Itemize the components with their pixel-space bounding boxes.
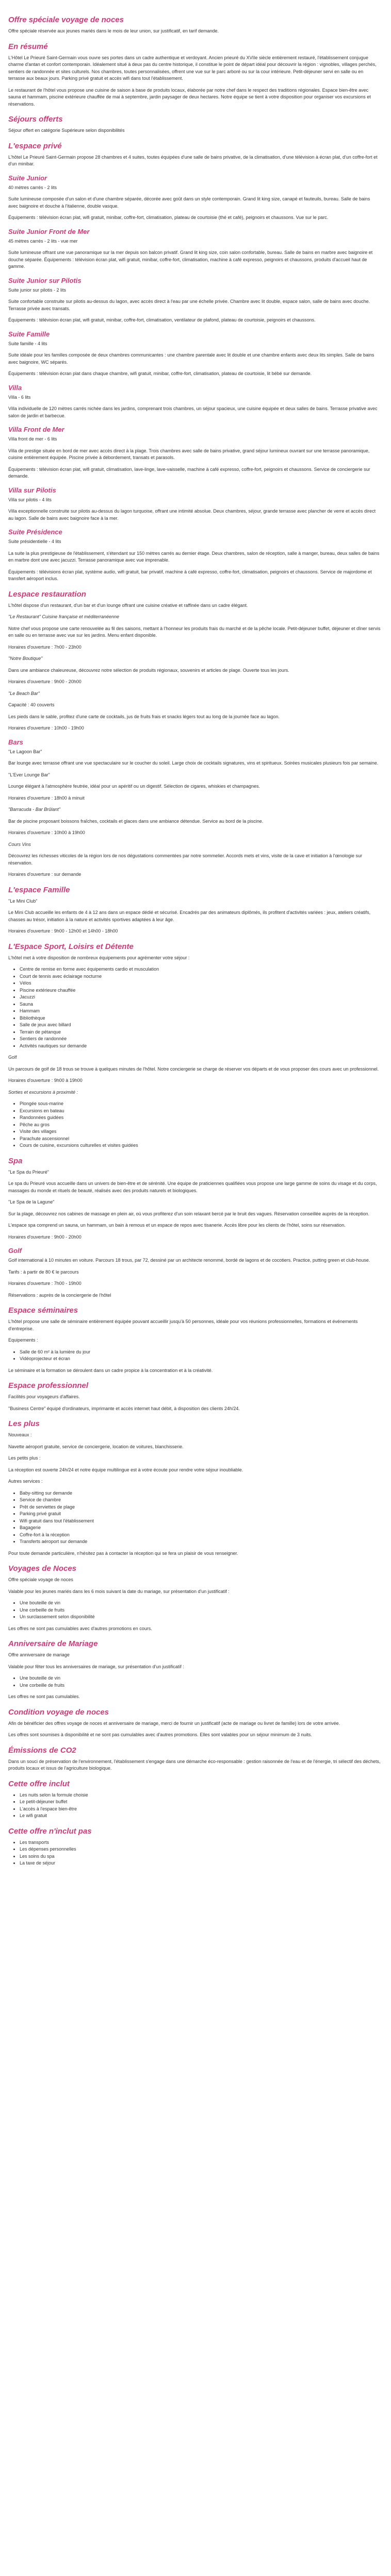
- list-item: • Court de tennis avec éclairage nocturne: [20, 973, 381, 980]
- section-30: [8, 1746, 381, 1772]
- list-item: • Les dépenses personnelles: [20, 1846, 381, 1853]
- section-6: [8, 277, 381, 324]
- bullet-list: [20, 1490, 381, 1546]
- bullet-list: [20, 966, 381, 1049]
- paragraph: Horaires d'ouverture : sur demande: [8, 872, 82, 877]
- paragraph: Horaires d'ouverture : 7h00 - 23h00: [8, 644, 82, 650]
- section-heading-offre-speciale-voyage-de-noces: Offre spéciale voyage de noces: [8, 15, 124, 24]
- paragraph: L'hôtel propose une salle de séminaire entièrement équipée pouvant accueillir jusqu'à 50 personnes, idéale pour vos réunions professionnelles, formations et événements d'entreprise.: [8, 1319, 358, 1331]
- list-item: • Coffre-fort à la réception: [20, 1532, 381, 1539]
- section-heading-suite-junior: Suite Junior: [8, 174, 47, 182]
- section-21: [8, 1089, 381, 1149]
- section-heading-sejours-offerts: Séjours offerts: [8, 115, 63, 124]
- paragraph: Dans un souci de préservation de l'environnement, l'établissement s'engage dans une démarche éco-responsable : gestion raisonnée de l'eau et de l'énergie, tri sélectif des déchets, produits locaux et issus de l'agriculture biologique.: [8, 1758, 381, 1771]
- paragraph: L'hôtel met à votre disposition de nombreux équipements pour agrémenter votre séjour :: [8, 955, 190, 960]
- paragraph: Suite présidentielle - 4 lits: [8, 539, 61, 544]
- paragraph: Bar lounge avec terrasse offrant une vue spectaculaire sur le coucher du soleil. Large choix de cocktails signatures, vins et spiritueux. Soirées musicales plusieurs fois par semaine.: [8, 760, 379, 766]
- section-heading-les-plus: Les plus: [8, 1419, 40, 1428]
- paragraph: Golf international à 10 minutes en voiture. Parcours 18 trous, par 72, dessiné par un architecte renommé, bordé de lagons et de cocotiers. Practice, putting green et club-house.: [8, 1258, 370, 1263]
- section-15: [8, 690, 381, 732]
- paragraph: "Business Centre" équipé d'ordinateurs, imprimante et accès internet haut débit, à disposition des clients 24h/24.: [8, 1405, 240, 1411]
- paragraph: Villa - 6 lits: [8, 394, 31, 400]
- list-item: • Une bouteille de vin: [20, 1675, 381, 1682]
- section-heading-suite-junior-sur-pilotis: Suite Junior sur Pilotis: [8, 276, 82, 284]
- section-26: [8, 1419, 381, 1557]
- paragraph: Tarifs : à partir de 80 € le parcours: [8, 1269, 79, 1275]
- paragraph: Horaires d'ouverture : 10h00 à 19h00: [8, 830, 85, 835]
- paragraph: L'hôtel dispose d'un restaurant, d'un bar et d'un lounge offrant une cuisine créative et raffinée dans un cadre élégant.: [8, 602, 248, 608]
- section-heading-emissions-de-co2: Émissions de CO2: [8, 1745, 76, 1755]
- section-12: [8, 590, 381, 609]
- bullet-list: [20, 1600, 381, 1621]
- list-item: • Le petit-déjeuner buffet: [20, 1799, 381, 1806]
- paragraph: La réception est ouverte 24h/24 et notre équipe multilingue est à votre écoute pour rendre votre séjour inoubliable.: [8, 1467, 243, 1472]
- list-item: • Hammam: [20, 1008, 381, 1015]
- section-heading-l-espace-famille: L'espace Famille: [8, 885, 70, 894]
- list-item: • Parachute ascensionnel: [20, 1136, 381, 1143]
- list-item: • Visite des villages: [20, 1128, 381, 1136]
- paragraph: "Le Spa de la Lagune": [8, 1199, 55, 1205]
- paragraph: Équipements : télévisions écran plat, système audio, wifi gratuit, bar privatif, machine à café expresso, coffre-fort, climatisation, peignoirs et chaussons. Service de majordome et transfert aéroport inclus.: [8, 569, 372, 581]
- bullet-list: [20, 1100, 381, 1149]
- section-heading-cette-offre-n-inclut-pas: Cette offre n'inclut pas: [8, 1826, 92, 1836]
- list-item: • Une corbeille de fruits: [20, 1607, 381, 1614]
- paragraph: Lounge élégant à l'atmosphère feutrée, idéal pour un apéritif ou un digestif. Sélection de cigares, whiskies et champagnes.: [8, 784, 260, 789]
- paragraph: "Le Spa du Prieuré": [8, 1169, 49, 1175]
- section-heading-golf: Golf: [8, 1247, 22, 1255]
- list-item: • Vélos: [20, 980, 381, 987]
- paragraph: Équipements : télévision écran plat, wifi gratuit, climatisation, lave-linge, lave-vaisselle, machine à café expresso, coffre-fort, peignoirs et chaussons. Service de conciergerie sur demande.: [8, 466, 370, 479]
- paragraph: Horaires d'ouverture : 7h00 - 19h00: [8, 1281, 82, 1286]
- paragraph: Autres services :: [8, 1479, 43, 1484]
- section-19: [8, 886, 381, 935]
- bullet-list: [20, 1792, 381, 1820]
- list-item: • Sentiers de randonnée: [20, 1036, 381, 1043]
- paragraph: Suite idéale pour les familles composée de deux chambres communicantes : une chambre parentale avec lit double et une chambre enfants avec deux lits simples. Salle de bains avec baignoire, WC séparés.: [8, 352, 374, 365]
- paragraph: Villa exceptionnelle construite sur pilotis au-dessus du lagon turquoise, offrant une intimité absolue. Deux chambres, séjour, grande terrasse avec plancher de verre et accès direct au lagon. Salle de bains avec baignoire face à la mer.: [8, 509, 376, 521]
- paragraph: Equipements :: [8, 1337, 38, 1343]
- section-heading-villa-sur-pilotis: Villa sur Pilotis: [8, 486, 56, 494]
- paragraph: Offre anniversaire de mariage: [8, 1652, 70, 1657]
- paragraph: Bar de piscine proposant boissons fraîches, cocktails et glaces dans une ambiance détendue. Service au bord de la piscine.: [8, 818, 264, 824]
- paragraph: Notre chef vous propose une carte renouvelée au fil des saisons, mettant à l'honneur les produits frais du marché et de la pêche locale. Petit-déjeuner buffet, déjeuner et dîner servis en salle ou en terrasse avec vue sur les jardins. Menu enfant disponible.: [8, 625, 381, 638]
- paragraph: Séjour offert en catégorie Supérieure selon disponibilités: [8, 128, 125, 133]
- paragraph: Valable pour fêter tous les anniversaires de mariage, sur présentation d'un justificatif :: [8, 1664, 184, 1669]
- list-item: • Vidéoprojecteur et écran: [20, 1355, 381, 1363]
- paragraph: Les offres sont soumises à disponibilité et ne sont pas cumulables avec d'autres promotions. Elles sont valables pour un séjour minimum de 3 nuits.: [8, 1732, 312, 1737]
- section-4: [8, 174, 381, 222]
- subsection-title: "Notre Boutique": [8, 656, 43, 661]
- section-27: [8, 1564, 381, 1632]
- list-item: • Les nuits selon la formule choisie: [20, 1792, 381, 1799]
- section-28: [8, 1639, 381, 1701]
- section-heading-bars: Bars: [8, 738, 23, 746]
- list-item: • Centre de remise en forme avec équipements cardio et musculation: [20, 966, 381, 973]
- paragraph: Horaires d'ouverture : 9h00 à 19h00: [8, 1078, 83, 1083]
- paragraph: Les petits plus :: [8, 1455, 41, 1461]
- subsection-title: Cours Vins: [8, 841, 31, 847]
- section-7: [8, 330, 381, 378]
- section-heading-en-resume: En résumé: [8, 42, 48, 51]
- paragraph: Suite junior sur pilotis - 2 lits: [8, 287, 67, 293]
- section-2: [8, 115, 381, 134]
- list-item: • Randonnées guidées: [20, 1114, 381, 1122]
- paragraph: Valable pour les jeunes mariés dans les 6 mois suivant la date du mariage, sur présentation d'un justificatif :: [8, 1588, 230, 1594]
- list-item: • Un surclassement selon disponibilité: [20, 1614, 381, 1621]
- paragraph: Dans une ambiance chaleureuse, découvrez notre sélection de produits régionaux, souvenirs et articles de plage. Ouverte tous les jours.: [8, 667, 289, 673]
- paragraph: Équipements : télévision écran plat, wifi gratuit, minibar, coffre-fort, climatisation, plateau de courtoisie (thé et café), peignoirs et chaussons. Vue sur le parc.: [8, 215, 329, 220]
- section-9: [8, 426, 381, 480]
- paragraph: Les offres ne sont pas cumulables.: [8, 1694, 80, 1699]
- paragraph: Offre spéciale réservée aux jeunes mariés dans le mois de leur union, sur justificatif, en tarif demande.: [8, 28, 219, 33]
- bullet-list: [20, 1349, 381, 1363]
- subsection-title: "Le Restaurant" Cuisine française et méditerranéenne: [8, 614, 120, 619]
- section-heading-villa-front-de-mer: Villa Front de Mer: [8, 426, 64, 433]
- paragraph: Afin de bénéficier des offres voyage de noces et anniversaire de mariage, merci de fournir un justificatif (acte de mariage ou livret de famille) lors de votre arrivée.: [8, 1720, 340, 1726]
- paragraph: Sur la plage, découvrez nos cabines de massage en plein air, où vous profiterez d'un soin relaxant bercé par le bruit des vagues. Réservation conseillée auprès de la réception.: [8, 1211, 370, 1216]
- section-heading-voyages-de-noces: Voyages de Noces: [8, 1564, 77, 1573]
- paragraph: Facilités pour voyageurs d'affaires.: [8, 1394, 80, 1399]
- paragraph: Villa de prestige située en bord de mer avec accès direct à la plage. Trois chambres avec salle de bains privative, grand séjour lumineux ouvrant sur une terrasse panoramique, cuisine entièrement équipée. Piscine privée à débordement, transats et parasols.: [8, 448, 370, 460]
- section-16: [8, 738, 381, 802]
- section-heading-spa: Spa: [8, 1156, 23, 1165]
- paragraph: Les offres ne sont pas cumulables avec d'autres promotions en cours.: [8, 1625, 152, 1631]
- paragraph: Horaires d'ouverture : 9h00 - 20h00: [8, 679, 82, 684]
- section-17: [8, 806, 381, 837]
- list-item: • Terrain de pétanque: [20, 1029, 381, 1036]
- list-item: • Parking privé gratuit: [20, 1511, 381, 1518]
- paragraph: Villa sur pilotis - 4 lits: [8, 497, 52, 502]
- section-11: [8, 528, 381, 583]
- paragraph: Réservations : auprès de la conciergerie de l'hôtel: [8, 1292, 111, 1298]
- paragraph: Les pieds dans le sable, profitez d'une carte de cocktails, jus de fruits frais et snacks légers tout au long de la journée face au lagon.: [8, 714, 280, 719]
- paragraph: Suite famille - 4 lits: [8, 341, 47, 346]
- paragraph: Le Mini Club accueille les enfants de 4 à 12 ans dans un espace dédié et sécurisé. Encadrés par des animateurs diplômés, ils profitent d'activités variées : jeux, ateliers créatifs, chasses au trésor, initiation à la nature et activités sportives adaptées à leur âge.: [8, 910, 371, 922]
- paragraph: Le restaurant de l'hôtel vous propose une cuisine de saison à base de produits locaux, élaborée par notre chef dans le respect des traditions régionales. Espace bien-être avec sauna et hammam, piscine extérieure chauffée de mai à septembre, jardin paysager de deux hectares. Notre équipe se tient à votre disposition pour organiser vos excursions et réservations.: [8, 87, 371, 107]
- section-22: [8, 1157, 381, 1241]
- list-item: • Pêche au gros: [20, 1122, 381, 1129]
- bullet-list: [20, 1675, 381, 1689]
- section-0: [8, 15, 381, 35]
- paragraph: L'Hôtel Le Prieuré Saint-Germain vous ouvre ses portes dans un cadre authentique et verdoyant. Ancien prieuré du XVIIe siècle entièrement restauré, l'établissement conjugue charme d'antan et confort contemporain. Idéalement situé à deux pas du centre historique, il constitue le point de départ idéal pour découvrir la région : vignobles, villages perchés, sentiers de randonnée et sites culturels. Nos chambres, toutes personnalisées, offrent une vue sur le parc arboré ou sur la cour intérieure. Petit-déjeuner servi en salle ou en terrasse aux beaux jours. Parking privé gratuit et accès wifi dans tout l'établissement.: [8, 55, 377, 81]
- paragraph: 45 mètres carrés - 2 lits - vue mer: [8, 238, 78, 244]
- section-18: [8, 841, 381, 878]
- list-item: • Baby-sitting sur demande: [20, 1490, 381, 1497]
- paragraph: Nouveaux :: [8, 1432, 32, 1437]
- list-item: • Une corbeille de fruits: [20, 1682, 381, 1689]
- section-heading-lespace-restauration: Lespace restauration: [8, 589, 86, 599]
- list-item: • Une bouteille de vin: [20, 1600, 381, 1607]
- paragraph: Capacité : 40 couverts: [8, 702, 55, 707]
- section-14: [8, 655, 381, 686]
- section-13: [8, 614, 381, 651]
- list-item: • Bibliothèque: [20, 1015, 381, 1022]
- paragraph: "Le Lagoon Bar": [8, 749, 42, 754]
- paragraph: Golf: [8, 1055, 17, 1060]
- paragraph: Horaires d'ouverture : 9h00 - 12h00 et 14h00 - 18h00: [8, 928, 118, 934]
- list-item: • Jacuzzi: [20, 994, 381, 1001]
- paragraph: Offre spéciale voyage de noces: [8, 1577, 73, 1582]
- list-item: • Activités nautiques sur demande: [20, 1043, 381, 1050]
- list-item: • Sauna: [20, 1001, 381, 1008]
- paragraph: Le spa du Prieuré vous accueille dans un univers de bien-être et de sérénité. Une équipe de praticiennes qualifiées vous propose une large gamme de soins du visage et du corps, massages du monde et rituels de beauté, réalisés avec des produits naturels et biologiques.: [8, 1181, 377, 1193]
- list-item: • Bagagerie: [20, 1524, 381, 1532]
- list-item: • Les transports: [20, 1839, 381, 1846]
- section-heading-espace-professionnel: Espace professionnel: [8, 1381, 89, 1390]
- paragraph: Horaires d'ouverture : 10h00 - 19h00: [8, 725, 84, 731]
- paragraph: L'hôtel Le Prieuré Saint-Germain propose 28 chambres et 4 suites, toutes équipées d'une salle de bains privative, de la climatisation, d'une télévision à écran plat, d'un coffre-fort et d'un minibar.: [8, 154, 378, 166]
- section-heading-l-espace-prive: L'espace privé: [8, 141, 62, 150]
- paragraph: Découvrez les richesses viticoles de la région lors de nos dégustations commentées par notre sommelier. Accords mets et vins, visite de la cave et initiation à l'œnologie sur réservation.: [8, 853, 363, 866]
- paragraph: Horaires d'ouverture : 18h00 à minuit: [8, 795, 85, 801]
- paragraph: Suite lumineuse offrant une vue panoramique sur la mer depuis son balcon privatif. Grand lit king size, coin salon confortable, bureau. Salle de bains en marbre avec baignoire et douche séparée. Équipements : télévision écran plat, wifi gratuit, minibar, coffre-fort, climatisation, machine à café expresso, peignoirs et chaussons, produits d'accueil haut de gamme.: [8, 250, 373, 269]
- section-heading-suite-famille: Suite Famille: [8, 330, 50, 338]
- paragraph: L'espace spa comprend un sauna, un hammam, un bain à remous et un espace de repos avec tisanerie. Accès libre pour les clients de l'hôtel, soins sur réservation.: [8, 1223, 346, 1228]
- paragraph: Suite lumineuse composée d'un salon et d'une chambre séparée, décorée avec goût dans un style contemporain. Grand lit king size, canapé et fauteuils, bureau. Salle de bains avec baignoire et douche à l'italienne, double vasque.: [8, 196, 370, 209]
- list-item: • Transferts aéroport sur demande: [20, 1538, 381, 1546]
- paragraph: Un parcours de golf de 18 trous se trouve à quelques minutes de l'hôtel. Notre conciergerie se charge de réserver vos départs et de vous proposer des cours avec un professionnel.: [8, 1066, 379, 1072]
- section-24: [8, 1306, 381, 1374]
- section-10: [8, 486, 381, 522]
- list-item: • Wifi gratuit dans tout l'établissement: [20, 1518, 381, 1525]
- paragraph: La suite la plus prestigieuse de l'établissement, s'étendant sur 150 mètres carrés au dernier étage. Deux chambres, salon de réception, salle à manger, bureau, deux salles de bains en marbre dont une avec jacuzzi. Terrasse panoramique avec vue imprenable.: [8, 550, 380, 563]
- paragraph: Navette aéroport gratuite, service de conciergerie, location de voitures, blanchisserie.: [8, 1444, 184, 1449]
- list-item: • Les soins du spa: [20, 1853, 381, 1860]
- list-item: • Salle de jeux avec billard: [20, 1022, 381, 1029]
- section-8: [8, 384, 381, 420]
- list-item: • Piscine extérieure chauffée: [20, 987, 381, 994]
- paragraph: Le séminaire et la formation se déroulent dans un cadre propice à la concentration et à la créativité.: [8, 1367, 213, 1373]
- paragraph: Villa front de mer - 6 lits: [8, 436, 57, 442]
- section-29: [8, 1708, 381, 1739]
- section-32: [8, 1827, 381, 1867]
- list-item: • Excursions en bateau: [20, 1108, 381, 1115]
- section-heading-anniversaire-de-mariage: Anniversaire de Mariage: [8, 1639, 98, 1648]
- paragraph: Suite confortable construite sur pilotis au-dessus du lagon, avec accès direct à l'eau par une échelle privée. Chambre avec lit double, espace salon, salle de bains avec douche. Terrasse privée avec transats.: [8, 299, 370, 311]
- section-heading-suite-junior-front-de-mer: Suite Junior Front de Mer: [8, 227, 90, 235]
- section-heading-espace-seminaires: Espace séminaires: [8, 1306, 78, 1315]
- paragraph: 40 mètres carrés - 2 lits: [8, 184, 57, 190]
- section-heading-condition-voyage-de-noces: Condition voyage de noces: [8, 1707, 109, 1717]
- subsection-title: Sorties et excursions à proximité :: [8, 1089, 78, 1095]
- paragraph: Pour toute demande particulière, n'hésitez pas à contacter la réception qui se fera un plaisir de vous renseigner.: [8, 1550, 238, 1556]
- subsection-title: "Barracuda - Bar Brûlant": [8, 807, 60, 812]
- section-3: [8, 142, 381, 168]
- section-1: [8, 42, 381, 108]
- bullet-list: [20, 1839, 381, 1867]
- section-20: [8, 942, 381, 1084]
- section-heading-cette-offre-inclut: Cette offre inclut: [8, 1779, 70, 1788]
- list-item: • Le wifi gratuit: [20, 1812, 381, 1820]
- paragraph: Horaires d'ouverture : 9h00 - 20h00: [8, 1234, 82, 1240]
- list-item: • Salle de 60 m² à la lumière du jour: [20, 1349, 381, 1356]
- section-heading-suite-presidence: Suite Présidence: [8, 528, 62, 536]
- list-item: • L'accès à l'espace bien-être: [20, 1806, 381, 1813]
- paragraph: Équipements : télévision écran plat dans chaque chambre, wifi gratuit, minibar, coffre-fort, climatisation, plateau de courtoisie, lit bébé sur demande.: [8, 371, 312, 376]
- section-5: [8, 228, 381, 270]
- list-item: • Prêt de serviettes de plage: [20, 1504, 381, 1511]
- section-23: [8, 1247, 381, 1299]
- section-heading-l-espace-sport-loisirs-et-detente: L'Espace Sport, Loisirs et Détente: [8, 942, 134, 951]
- section-25: [8, 1381, 381, 1412]
- list-item: • Plongée sous-marine: [20, 1100, 381, 1108]
- paragraph: "L'Ever Lounge Bar": [8, 772, 50, 777]
- list-item: • Cours de cuisine, excursions culturelles et visites guidées: [20, 1142, 381, 1149]
- list-item: • Service de chambre: [20, 1497, 381, 1504]
- paragraph: Villa individuelle de 120 mètres carrés nichée dans les jardins, comprenant trois chambres, un séjour spacieux, une cuisine équipée et deux salles de bains. Terrasse privative avec salon de jardin et barbecue.: [8, 406, 378, 418]
- list-item: • La taxe de séjour: [20, 1860, 381, 1867]
- section-heading-villa: Villa: [8, 383, 22, 392]
- paragraph: "Le Mini Club": [8, 898, 38, 904]
- subsection-title: "Le Beach Bar": [8, 690, 40, 696]
- paragraph: Équipements : télévision écran plat, wifi gratuit, minibar, coffre-fort, climatisation, ventilateur de plafond, plateau de courtoisie, peignoirs et chaussons.: [8, 317, 316, 323]
- section-31: [8, 1780, 381, 1820]
